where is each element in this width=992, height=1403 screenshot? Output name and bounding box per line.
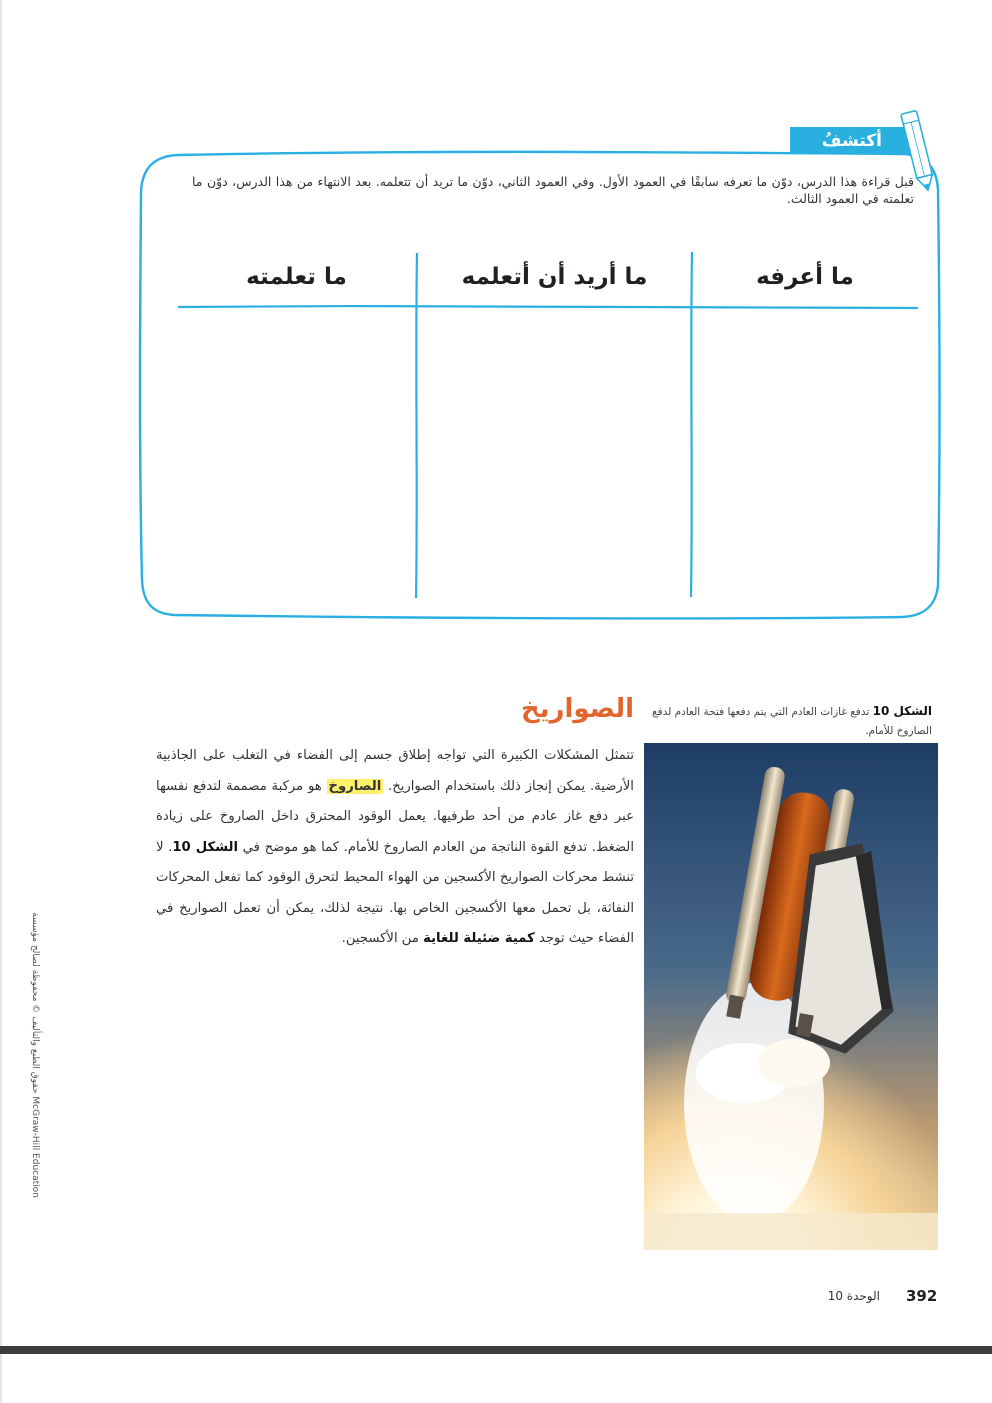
explore-tab	[790, 127, 912, 154]
kwl-column-want: ما أريد أن أتعلمه	[461, 264, 648, 290]
explore-tab-label: أكتشفُ	[821, 130, 882, 151]
explore-instructions: قبل قراءة هذا الدرس، دوّن ما تعرفه سابقًا في العمود الأول. وفي العمود الثاني، دوّن ما تريد أن تتعلمه. بعد الانتهاء من هذا الدرس، دوّن ما تعلمته في العمود الثالث.	[192, 174, 914, 206]
figure-caption-text: تدفع غازات العادم التي يتم دفعها فتحة العادم لدفع الصاروخ للأمام.	[652, 706, 932, 737]
key-term-rocket: الصاروخ	[328, 778, 382, 794]
body-sentence-3: . لا تنشط محركات الصواريخ الأكسجين من الهواء المحيط لتحرق الوقود كما تفعل المحركات النفاثة، بل تحمل معها الأكسجين الخاص بها. نتيجة لذلك، يمكن أن تعمل الصواريخ في الفضاء حيث توجد	[156, 839, 634, 946]
section-title: الصواريخ	[521, 694, 634, 724]
unit-label: الوحدة 10	[827, 1289, 880, 1303]
body-sentence-4: من الأكسجين.	[341, 931, 419, 946]
page-bottom-band	[0, 1346, 992, 1354]
figure-reference: الشكل 10	[172, 839, 239, 855]
kwl-column-know: ما أعرفه	[756, 264, 854, 290]
rocket-launch-photo	[644, 743, 938, 1250]
emphasis-small-amount: كمية ضئيلة للغاية	[423, 931, 535, 946]
figure-label: الشكل 10	[872, 704, 932, 718]
figure-caption	[646, 702, 932, 741]
section-body	[156, 741, 634, 955]
kwl-chart-frame	[0, 0, 992, 640]
copyright-credit: حقوق الطبع والتأليف © محفوظة لصالح مؤسسة McGraw-Hill Education	[30, 912, 40, 1198]
kwl-column-learned: ما تعلمته	[246, 264, 347, 290]
body-sentence-2: هو مركبة مصممة لتدفع نفسها عبر دفع غاز عادم من أحد طرفيها. يعمل الوقود المحترق داخل الصاروخ على زيادة الضغط. تدفع القوة الناتجة من العادم الصاروخ للأمام. كما هو موضح في	[156, 778, 634, 855]
page-number: 392	[906, 1287, 938, 1305]
body-sentence-1: تتمثل المشكلات الكبيرة التي تواجه إطلاق جسم إلى الفضاء في التغلب على الجاذبية الأرضية. يمكن إنجاز ذلك باستخدام الصواريخ.	[156, 748, 634, 794]
